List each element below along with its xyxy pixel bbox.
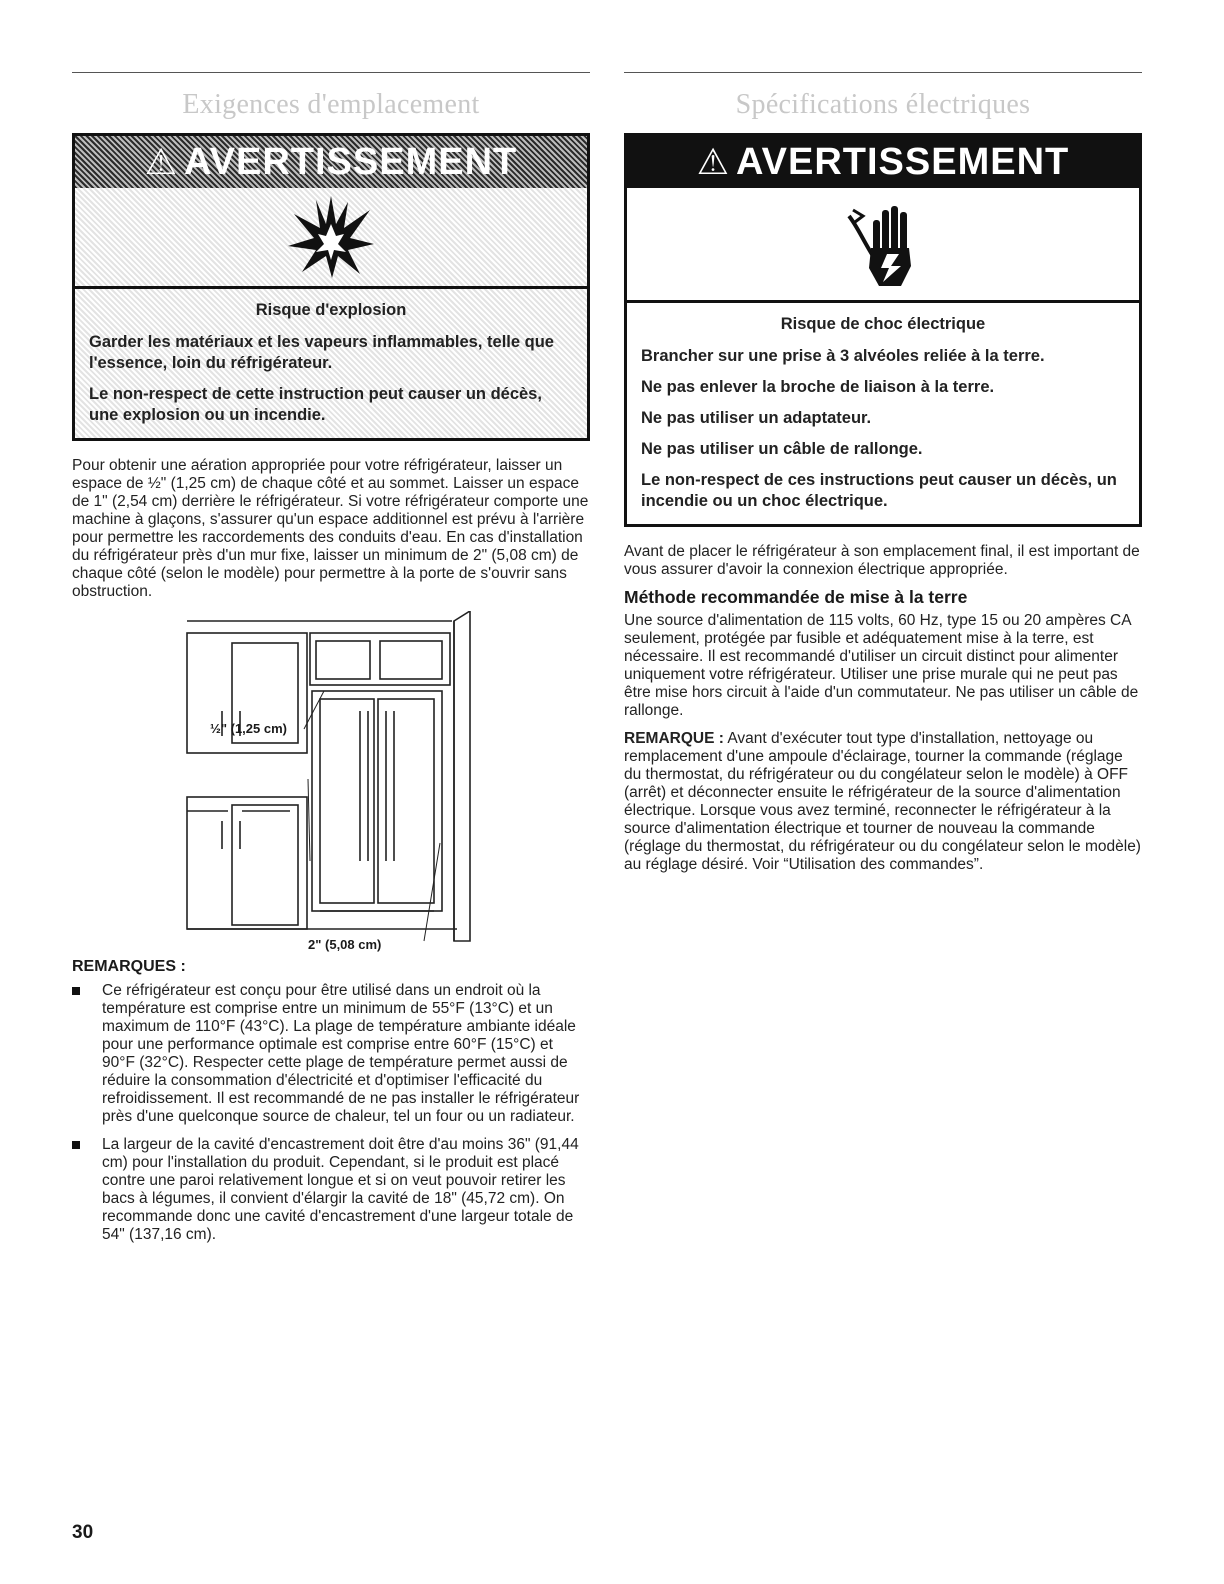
clearance-paragraph: Pour obtenir une aération appropriée pour votre réfrigérateur, laisser un espace de ½" (1,25 cm) de chaque côté et au sommet. Laisser un espace de 1" (2,54 cm) derrière le réfrigérateur. Si votre réfrigérateur comporte une machine à glaçons, s'assurer qu'un espace additionnel est prévu à l'arrière pour permettre les raccordements des conduits d'eau. En cas d'installation du réfrigérateur près d'un mur fixe, laisser un minimum de 2" (5,08 cm) de chaque côté (selon le modèle) pour permettre à la porte de s'ouvrir sans obstruction. [72, 457, 589, 600]
warning-body [627, 303, 1139, 524]
list-item: Ce réfrigérateur est conçu pour être utilisé dans un endroit où la température est comprise entre un minimum de 55°F (13°C) et un maximum de 110°F (43°C). La plage de température ambiante idéale pour une performance optimale est comprise entre 60°F (15°C) et 90°F (32°C). Respecter cette plage de température permet aussi de réduire la consommation d'électricité et d'optimiser l'efficacité du refroidissement. Il est recommandé de ne pas installer le réfrigérateur près d'une quelconque source de chaleur, tel un four ou un radiateur. [72, 982, 590, 1126]
warning-header-label: AVERTISSEMENT [736, 140, 1070, 183]
explosion-icon [75, 188, 587, 289]
warning-line: Ne pas utiliser un câble de rallonge. [641, 440, 923, 458]
note-label: REMARQUE : [624, 730, 724, 747]
grounding-heading: Méthode recommandée de mise à la terre [624, 587, 968, 607]
notes-list [72, 982, 590, 1244]
warning-triangle-icon: ⚠ [144, 141, 179, 182]
warning-header [627, 136, 1139, 188]
right-column [624, 72, 1142, 874]
notes-heading: REMARQUES : [72, 958, 186, 975]
page-number: 30 [72, 1522, 94, 1543]
warning-line: Le non-respect de cette instruction peut causer un décès, une explosion ou un incendie. [89, 385, 542, 424]
warning-triangle-icon: ⚠ [696, 141, 731, 182]
grounding-paragraph: Une source d'alimentation de 115 volts, 60 Hz, type 15 ou 20 ampères CA seulement, protégée par fusible et adéquatement mise à la terre, est nécessaire. Il est recommandé d'utiliser un circuit distinct pour alimenter uniquement votre réfrigérateur. Utiliser une prise murale qui ne peut pas être mise hors circuit à l'aide d'un commutateur. Ne pas utiliser un câble de rallonge. [624, 612, 1139, 719]
note-paragraph [624, 730, 1142, 874]
warning-body [75, 289, 587, 438]
electric-shock-icon [627, 188, 1139, 303]
warning-line: Ne pas enlever la broche de liaison à la terre. [641, 378, 995, 396]
clearance-label-bottom: 2" (5,08 cm) [308, 937, 382, 952]
section-title-location: Exigences d'emplacement [182, 89, 480, 120]
clearance-diagram [72, 611, 590, 956]
warning-box-explosion [72, 133, 590, 441]
warning-header [75, 136, 587, 188]
section-divider [624, 72, 1142, 73]
note-text: Avant d'exécuter tout type d'installation, nettoyage ou remplacement d'une ampoule d'éclairage, tourner la commande (réglage du thermostat, du réfrigérateur ou du congélateur selon le modèle) à OFF (arrêt) et déconnecter ensuite le réfrigérateur de la source d'alimentation électrique. Lorsque vous avez terminé, reconnecter le réfrigérateur à la source d'alimentation électrique et tourner de nouveau la commande (réglage du thermostat, du réfrigérateur ou du congélateur selon le modèle) au réglage désiré. Voir “Utilisation des commandes”. [624, 730, 1141, 873]
left-column [72, 72, 590, 1254]
warning-line: Garder les matériaux et les vapeurs inflammables, telle que l'essence, loin du réfrigérateur. [89, 333, 554, 372]
warning-box-electric [624, 133, 1142, 527]
electrical-intro: Avant de placer le réfrigérateur à son emplacement final, il est important de vous assurer d'avoir la connexion électrique appropriée. [624, 543, 1140, 578]
section-title-electrical: Spécifications électriques [735, 89, 1031, 120]
section-divider [72, 72, 590, 73]
clearance-label-top: ½" (1,25 cm) [210, 721, 287, 736]
warning-line: Le non-respect de ces instructions peut causer un décès, un incendie ou un choc électrique. [641, 471, 1117, 510]
risk-title: Risque de choc électrique [780, 315, 986, 333]
warning-line: Ne pas utiliser un adaptateur. [641, 409, 872, 427]
warning-line: Brancher sur une prise à 3 alvéoles reliée à la terre. [641, 347, 1045, 365]
list-item: La largeur de la cavité d'encastrement doit être d'au moins 36" (91,44 cm) pour l'installation du produit. Cependant, si le produit est placé contre une paroi relativement longue et si on veut pouvoir retirer les bacs à légumes, il convient d'élargir la cavité de 18" (45,72 cm). On recommande donc une cavité d'encastrement d'une largeur totale de 54" (137,16 cm). [72, 1136, 590, 1244]
risk-title: Risque d'explosion [255, 301, 407, 319]
warning-header-label: AVERTISSEMENT [184, 140, 518, 183]
